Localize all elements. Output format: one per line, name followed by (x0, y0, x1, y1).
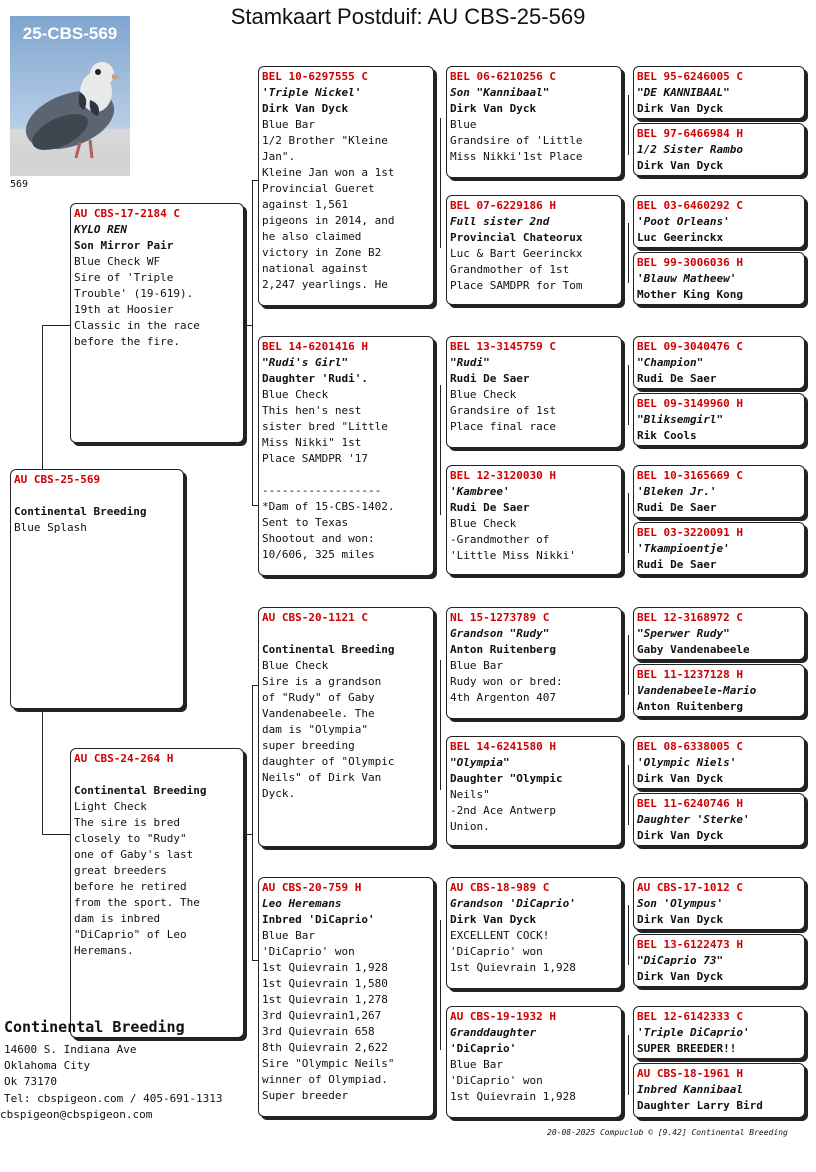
line: Jan". (262, 150, 296, 163)
line: Super breeder (262, 1089, 349, 1102)
line (14, 488, 180, 504)
owner-line: Dirk Van Dyck (262, 102, 349, 115)
ring-number: BEL 13-6122473 H (637, 938, 743, 951)
line: 'DiCaprio' won (450, 945, 543, 958)
owner-line: Daughter "Olympic (450, 772, 563, 785)
line: -Grandmother of (450, 533, 550, 546)
pedigree-card-sds[interactable] (446, 336, 622, 448)
pigeon-name: 'Tkampioentje' (637, 542, 730, 555)
pedigree-card-g5[interactable] (633, 664, 805, 717)
connector-line (440, 385, 441, 515)
line: Miss Nikki'1st Place (450, 150, 583, 163)
connector-line (628, 223, 629, 283)
connector-line (42, 325, 43, 470)
photo-band-label: 25-CBS-569 (22, 24, 118, 43)
line: against 1,561 (262, 198, 349, 211)
line: Blue Bar (450, 1058, 503, 1071)
line: Neils" (450, 788, 490, 801)
print-meta: 20-08-2025 Compuclub © [9.42] Continental Breeding (547, 1128, 788, 1137)
line: great breeders (74, 864, 167, 877)
pedigree-card-g5[interactable] (633, 123, 805, 176)
ring-number: BEL 08-6338005 C (637, 740, 743, 753)
pigeon-photo (10, 16, 130, 176)
pedigree-card-dss[interactable] (446, 607, 622, 719)
line: super breeding (262, 739, 355, 752)
pedigree-card-g5[interactable] (633, 793, 805, 846)
pigeon-name: 'Poot Orleans' (637, 215, 730, 228)
line: winner of Olympiad. (262, 1073, 388, 1086)
line: Light Check (74, 800, 147, 813)
pedigree-card-dsd[interactable] (446, 736, 622, 846)
pedigree-card-sire-sire[interactable] (258, 66, 434, 306)
pigeon-name: Grandson 'DiCaprio' (450, 897, 576, 910)
line: Union. (450, 820, 490, 833)
connector-line (252, 685, 253, 960)
pedigree-card-g5[interactable] (633, 522, 805, 575)
pigeon-name: Granddaughter (450, 1026, 537, 1039)
owner-line: Inbred 'DiCaprio' (262, 913, 375, 926)
pigeon-name: Son 'Olympus' (637, 897, 724, 910)
address-line: Ok 73170 (4, 1075, 57, 1088)
owner-line: Daughter 'Rudi'. (262, 372, 368, 385)
owner-line: Rik Cools (637, 429, 697, 442)
line: Sent to Texas (262, 516, 349, 529)
pedigree-card-g5[interactable] (633, 465, 805, 518)
line: dam is inbred (74, 912, 161, 925)
connector-line (628, 365, 629, 425)
line: 4th Argenton 407 (450, 691, 556, 704)
line: Blue Bar (262, 929, 315, 942)
owner-line: Gaby Vandenabeele (637, 643, 750, 656)
pedigree-card-g5[interactable] (633, 607, 805, 660)
pigeon-name: 'Triple DiCaprio' (637, 1026, 750, 1039)
ring-number: BEL 12-3168972 C (637, 611, 743, 624)
photo-caption: 569 (10, 179, 29, 190)
line: This hen's nest (262, 404, 362, 417)
line: Kleine Jan won a 1st (262, 166, 395, 179)
ring-number: AU CBS-24-264 H (74, 752, 174, 765)
connector-line (244, 834, 253, 835)
line: Place SAMDPR '17 (262, 452, 368, 465)
pigeon-name: Vandenabeele-Mario (637, 684, 757, 697)
line: Trouble' (19-619). (74, 287, 194, 300)
pedigree-card-subject[interactable] (10, 469, 184, 709)
ring-number: BEL 09-3040476 C (637, 340, 743, 353)
pigeon-image (10, 52, 130, 176)
pigeon-name: Inbred Kannibaal (637, 1083, 743, 1096)
breeder-line: Continental Breeding (14, 505, 147, 518)
line: Provincial Gueret (262, 182, 375, 195)
connector-line (252, 180, 253, 505)
line: Blue Check (262, 388, 329, 401)
line: Heremans. (74, 944, 134, 957)
line: Vandenabeele. The (262, 707, 375, 720)
ring-number: BEL 03-6460292 C (637, 199, 743, 212)
pedigree-card-g5[interactable] (633, 252, 805, 305)
line: -2nd Ace Antwerp (450, 804, 556, 817)
ring-number: BEL 10-3165669 C (637, 469, 743, 482)
line: Blue Check WF (74, 255, 161, 268)
ring-number: AU CBS-20-1121 C (262, 611, 368, 624)
owner-line: Dirk Van Dyck (637, 913, 724, 926)
connector-line (628, 95, 629, 155)
pigeon-name: "Rudi" (450, 356, 490, 369)
line: *Dam of 15-CBS-1402. (262, 500, 395, 513)
breeder-line: Continental Breeding (74, 784, 207, 797)
connector-line (42, 834, 70, 835)
ring-number: AU CBS-18-1961 H (637, 1067, 743, 1080)
line: The sire is bred (74, 816, 180, 829)
line: 'Little Miss Nikki' (450, 549, 576, 562)
line: 3rd Quievrain1,267 (262, 1009, 382, 1022)
pigeon-name: 1/2 Sister Rambo (637, 143, 743, 156)
pedigree-card-ssd[interactable] (446, 195, 622, 305)
ring-number: AU CBS-19-1932 H (450, 1010, 556, 1023)
line: Blue Check (262, 659, 329, 672)
owner-line: SUPER BREEDER!! (637, 1042, 737, 1055)
ring-number: BEL 12-3120030 H (450, 469, 556, 482)
line: Rudy won or bred: (450, 675, 563, 688)
line: closely to "Rudy" (74, 832, 187, 845)
line: Dyck. (262, 787, 296, 800)
line: EXCELLENT COCK! (450, 929, 550, 942)
owner-line: Dirk Van Dyck (637, 159, 724, 172)
line: 10/606, 325 miles (262, 548, 375, 561)
pigeon-name: 'Blauw Matheew' (637, 272, 737, 285)
line: Place final race (450, 420, 556, 433)
ring-number: AU CBS-25-569 (14, 473, 101, 486)
owner-line: Dirk Van Dyck (450, 913, 537, 926)
pedigree-card-sdd[interactable] (446, 465, 622, 575)
line: 'DiCaprio' won (450, 1074, 543, 1087)
pedigree-card-dam-sire[interactable] (258, 607, 434, 847)
pigeon-name: "Sperwer Rudy" (637, 627, 730, 640)
line: Blue Bar (262, 118, 315, 131)
line: 1/2 Brother "Kleine (262, 134, 388, 147)
connector-line (440, 920, 441, 1050)
ring-number: BEL 99-3006036 H (637, 256, 743, 269)
line: 1st Quievrain 1,928 (450, 1090, 576, 1103)
connector-line (628, 635, 629, 695)
ring-number: BEL 10-6297555 C (262, 70, 368, 83)
owner-line: 'DiCaprio' (450, 1042, 517, 1055)
line: from the sport. The (74, 896, 200, 909)
pedigree-card-dam-dam[interactable] (258, 877, 434, 1117)
ring-number: AU CBS-20-759 H (262, 881, 362, 894)
owner-line: Dirk Van Dyck (450, 102, 537, 115)
line: Blue Check (450, 388, 517, 401)
pigeon-name: "Bliksemgirl" (637, 413, 724, 426)
pigeon-name: Grandson "Rudy" (450, 627, 550, 640)
line: Shootout and won: (262, 532, 375, 545)
owner-line: Daughter Larry Bird (637, 1099, 763, 1112)
breeder-name: Continental Breeding (4, 1018, 185, 1036)
ring-number: BEL 13-3145759 C (450, 340, 556, 353)
line: Grandmother of 1st (450, 263, 570, 276)
pigeon-name: "Olympia" (450, 756, 510, 769)
pigeon-name: "DE KANNIBAAL" (637, 86, 730, 99)
line: national against (262, 262, 368, 275)
line: Neils" of Dirk Van (262, 771, 382, 784)
line: "DiCaprio" of Leo (74, 928, 187, 941)
line: pigeons in 2014, and (262, 214, 395, 227)
ring-number: AU CBS-18-989 C (450, 881, 550, 894)
pigeon-name: 'Bleken Jr.' (637, 485, 717, 498)
line: sister bred "Little (262, 420, 388, 433)
line: 1st Quievrain 1,928 (450, 961, 576, 974)
line: 19th at Hoosier (74, 303, 174, 316)
pedigree-card-g5[interactable] (633, 336, 805, 389)
owner-line: Dirk Van Dyck (637, 829, 724, 842)
ring-number: BEL 97-6466984 H (637, 127, 743, 140)
line: daughter of "Olympic (262, 755, 395, 768)
line: Sire "Olympic Neils" (262, 1057, 395, 1070)
line: Blue Check (450, 517, 517, 530)
pigeon-name: Leo Heremans (262, 897, 342, 910)
pigeon-name: "Rudi's Girl" (262, 356, 349, 369)
pigeon-name: "Champion" (637, 356, 704, 369)
connector-line (628, 1035, 629, 1095)
connector-line (628, 905, 629, 965)
ring-number: BEL 11-1237128 H (637, 668, 743, 681)
ring-number: AU CBS-17-2184 C (74, 207, 180, 220)
ring-number: BEL 07-6229186 H (450, 199, 556, 212)
line: 'DiCaprio' won (262, 945, 355, 958)
owner-line: Rudi De Saer (637, 372, 717, 385)
line: before the fire. (74, 335, 180, 348)
pedigree-card-g5[interactable] (633, 736, 805, 789)
address-line: Oklahoma City (4, 1059, 91, 1072)
line: Classic in the race (74, 319, 200, 332)
ring-number: BEL 03-3220091 H (637, 526, 743, 539)
line: Miss Nikki" 1st (262, 436, 362, 449)
line: Sire is a grandson (262, 675, 382, 688)
line (74, 767, 240, 783)
connector-line (42, 712, 43, 834)
pigeon-name: Daughter 'Sterke' (637, 813, 750, 826)
line: ------------------ (262, 484, 382, 497)
line: one of Gaby's last (74, 848, 194, 861)
pedigree-card-g5[interactable] (633, 1006, 805, 1059)
owner-line: Dirk Van Dyck (637, 772, 724, 785)
line: 2,247 yearlings. He (262, 278, 388, 291)
ring-number: BEL 11-6240746 H (637, 797, 743, 810)
pedigree-card-g5[interactable] (633, 877, 805, 930)
line: 1st Quievrain 1,278 (262, 993, 388, 1006)
ring-number: BEL 06-6210256 C (450, 70, 556, 83)
pedigree-card-g5[interactable] (633, 66, 805, 119)
line: he also claimed (262, 230, 362, 243)
connector-line (628, 493, 629, 553)
owner-line: Son Mirror Pair (74, 239, 174, 252)
connector-line (42, 325, 70, 326)
owner-line: Dirk Van Dyck (637, 970, 724, 983)
pigeon-name: Son "Kannibaal" (450, 86, 550, 99)
connector-line (244, 325, 253, 326)
owner-line: Anton Ruitenberg (637, 700, 743, 713)
pedigree-card-sire[interactable] (70, 203, 244, 443)
ring-number: AU CBS-17-1012 C (637, 881, 743, 894)
line: Blue (450, 118, 477, 131)
ring-number: BEL 95-6246005 C (637, 70, 743, 83)
contact-line: Tel: cbspigeon.com / 405-691-1313 (4, 1092, 223, 1105)
line: Grandsire of 1st (450, 404, 556, 417)
line: Sire of 'Triple (74, 271, 174, 284)
connector-line (440, 660, 441, 790)
pedigree-card-g5[interactable] (633, 393, 805, 446)
connector-line (628, 765, 629, 825)
connector-line (440, 118, 441, 248)
line: Grandsire of 'Little (450, 134, 583, 147)
line: Blue Splash (14, 521, 87, 534)
ring-number: BEL 09-3149960 H (637, 397, 743, 410)
ring-number: BEL 14-6241580 H (450, 740, 556, 753)
line (262, 626, 430, 642)
line: before he retired (74, 880, 187, 893)
line: 8th Quievrain 2,622 (262, 1041, 388, 1054)
line: 1st Quievrain 1,580 (262, 977, 388, 990)
line: dam is "Olympia" (262, 723, 368, 736)
line: Luc & Bart Geerinckx (450, 247, 583, 260)
ring-number: BEL 12-6142333 C (637, 1010, 743, 1023)
owner-line: Provincial Chateorux (450, 231, 583, 244)
pigeon-name: Full sister 2nd (450, 215, 550, 228)
pedigree-card-sss[interactable] (446, 66, 622, 178)
line: 3rd Quievrain 658 (262, 1025, 375, 1038)
pigeon-name: "DiCaprio 73" (637, 954, 724, 967)
pedigree-card-dam[interactable] (70, 748, 244, 1038)
pigeon-name: 'Olympic Niels' (637, 756, 737, 769)
owner-line: Rudi De Saer (450, 501, 530, 514)
breeder-line: Continental Breeding (262, 643, 395, 656)
line: 1st Quievrain 1,928 (262, 961, 388, 974)
owner-line: Luc Geerinckx (637, 231, 724, 244)
ring-number: BEL 14-6201416 H (262, 340, 368, 353)
pigeon-name: 'Kambree' (450, 485, 510, 498)
line (262, 467, 430, 483)
owner-line: Mother King Kong (637, 288, 743, 301)
owner-line: Rudi De Saer (637, 558, 717, 571)
email-line: cbspigeon@cbspigeon.com (0, 1108, 153, 1121)
line: victory in Zone B2 (262, 246, 382, 259)
pedigree-card-g5[interactable] (633, 934, 805, 987)
page-title: Stamkaart Postduif: AU CBS-25-569 (230, 4, 586, 29)
line: Place SAMDPR for Tom (450, 279, 583, 292)
owner-line: Anton Ruitenberg (450, 643, 556, 656)
pedigree-card-dds[interactable] (446, 877, 622, 989)
pedigree-card-g5[interactable] (633, 195, 805, 248)
ring-number: NL 15-1273789 C (450, 611, 550, 624)
pedigree-card-g5[interactable] (633, 1063, 805, 1118)
owner-line: Rudi De Saer (637, 501, 717, 514)
pedigree-card-ddd[interactable] (446, 1006, 622, 1118)
owner-line: Dirk Van Dyck (637, 102, 724, 115)
pigeon-name: KYLO REN (74, 223, 127, 236)
pedigree-card-sire-dam[interactable] (258, 336, 434, 576)
line: Blue Bar (450, 659, 503, 672)
address-line: 14600 S. Indiana Ave (4, 1043, 137, 1056)
owner-line: Rudi De Saer (450, 372, 530, 385)
pigeon-name: 'Triple Nickel' (262, 86, 362, 99)
line: of "Rudy" of Gaby (262, 691, 375, 704)
